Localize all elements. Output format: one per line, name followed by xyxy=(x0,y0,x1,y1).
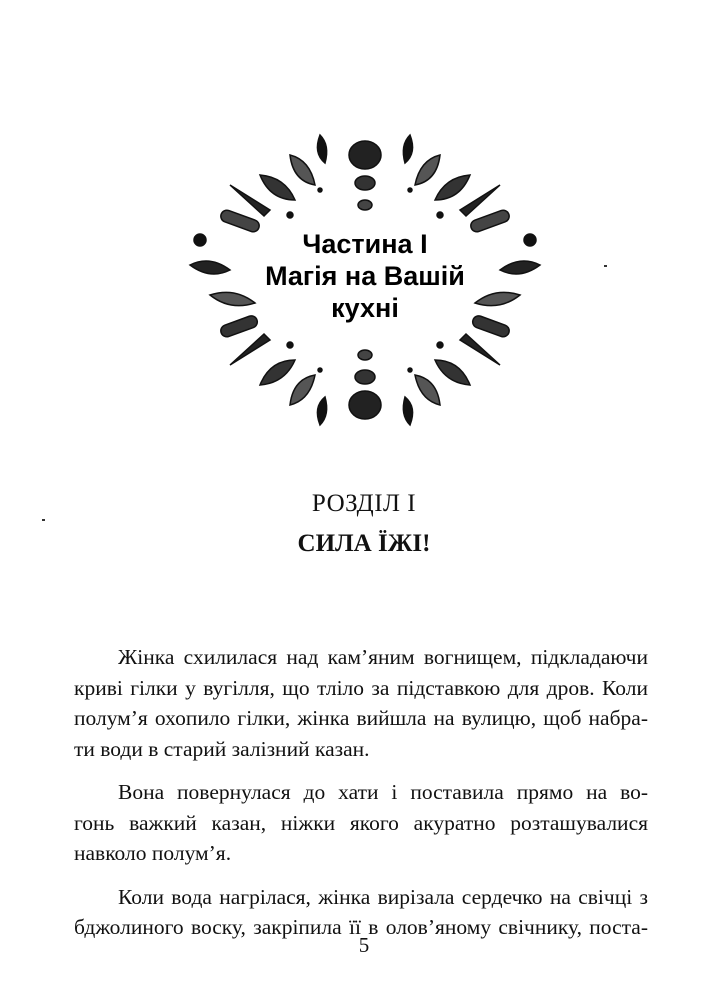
text-line: бджолиного воску, закріпила її в олов’яному свічнику, поста- xyxy=(74,915,648,939)
paragraph xyxy=(74,777,648,869)
scan-speck xyxy=(604,265,607,267)
text-line: полум’я охопило гілки, жінка вийшла на вулицю, щоб набра- xyxy=(74,706,648,730)
part-title-line-1: Частина I xyxy=(302,229,428,259)
text-line: гонь важкий казан, ніжки якого акуратно розташувалися xyxy=(74,810,648,835)
part-title xyxy=(230,228,500,324)
text-line: Коли вода нагрілася, жінка вирізала сердечко на свічці з xyxy=(118,884,648,909)
chapter-title: СИЛА ЇЖІ! xyxy=(297,530,431,557)
text-line: Жінка схилилася над кам’яним вогнищем, підкладаючи xyxy=(118,645,648,669)
scan-speck xyxy=(42,519,45,521)
body-text xyxy=(74,642,648,956)
part-title-line-2: Магія на Вашій xyxy=(265,261,465,291)
text-line: ти води в старий залізний казан. xyxy=(74,736,370,761)
part-title-line-3: кухні xyxy=(331,293,399,323)
chapter-number: РОЗДІЛ І xyxy=(311,490,417,517)
text-line: Вона повернулася до хати і поставила прямо на во- xyxy=(118,780,648,804)
text-line: навколо полум’я. xyxy=(74,841,232,865)
paragraph xyxy=(74,642,648,764)
text-line: криві гілки у вугілля, що тліло за підставкою для дров. Коли xyxy=(74,675,648,700)
page-number: 5 xyxy=(358,933,370,957)
